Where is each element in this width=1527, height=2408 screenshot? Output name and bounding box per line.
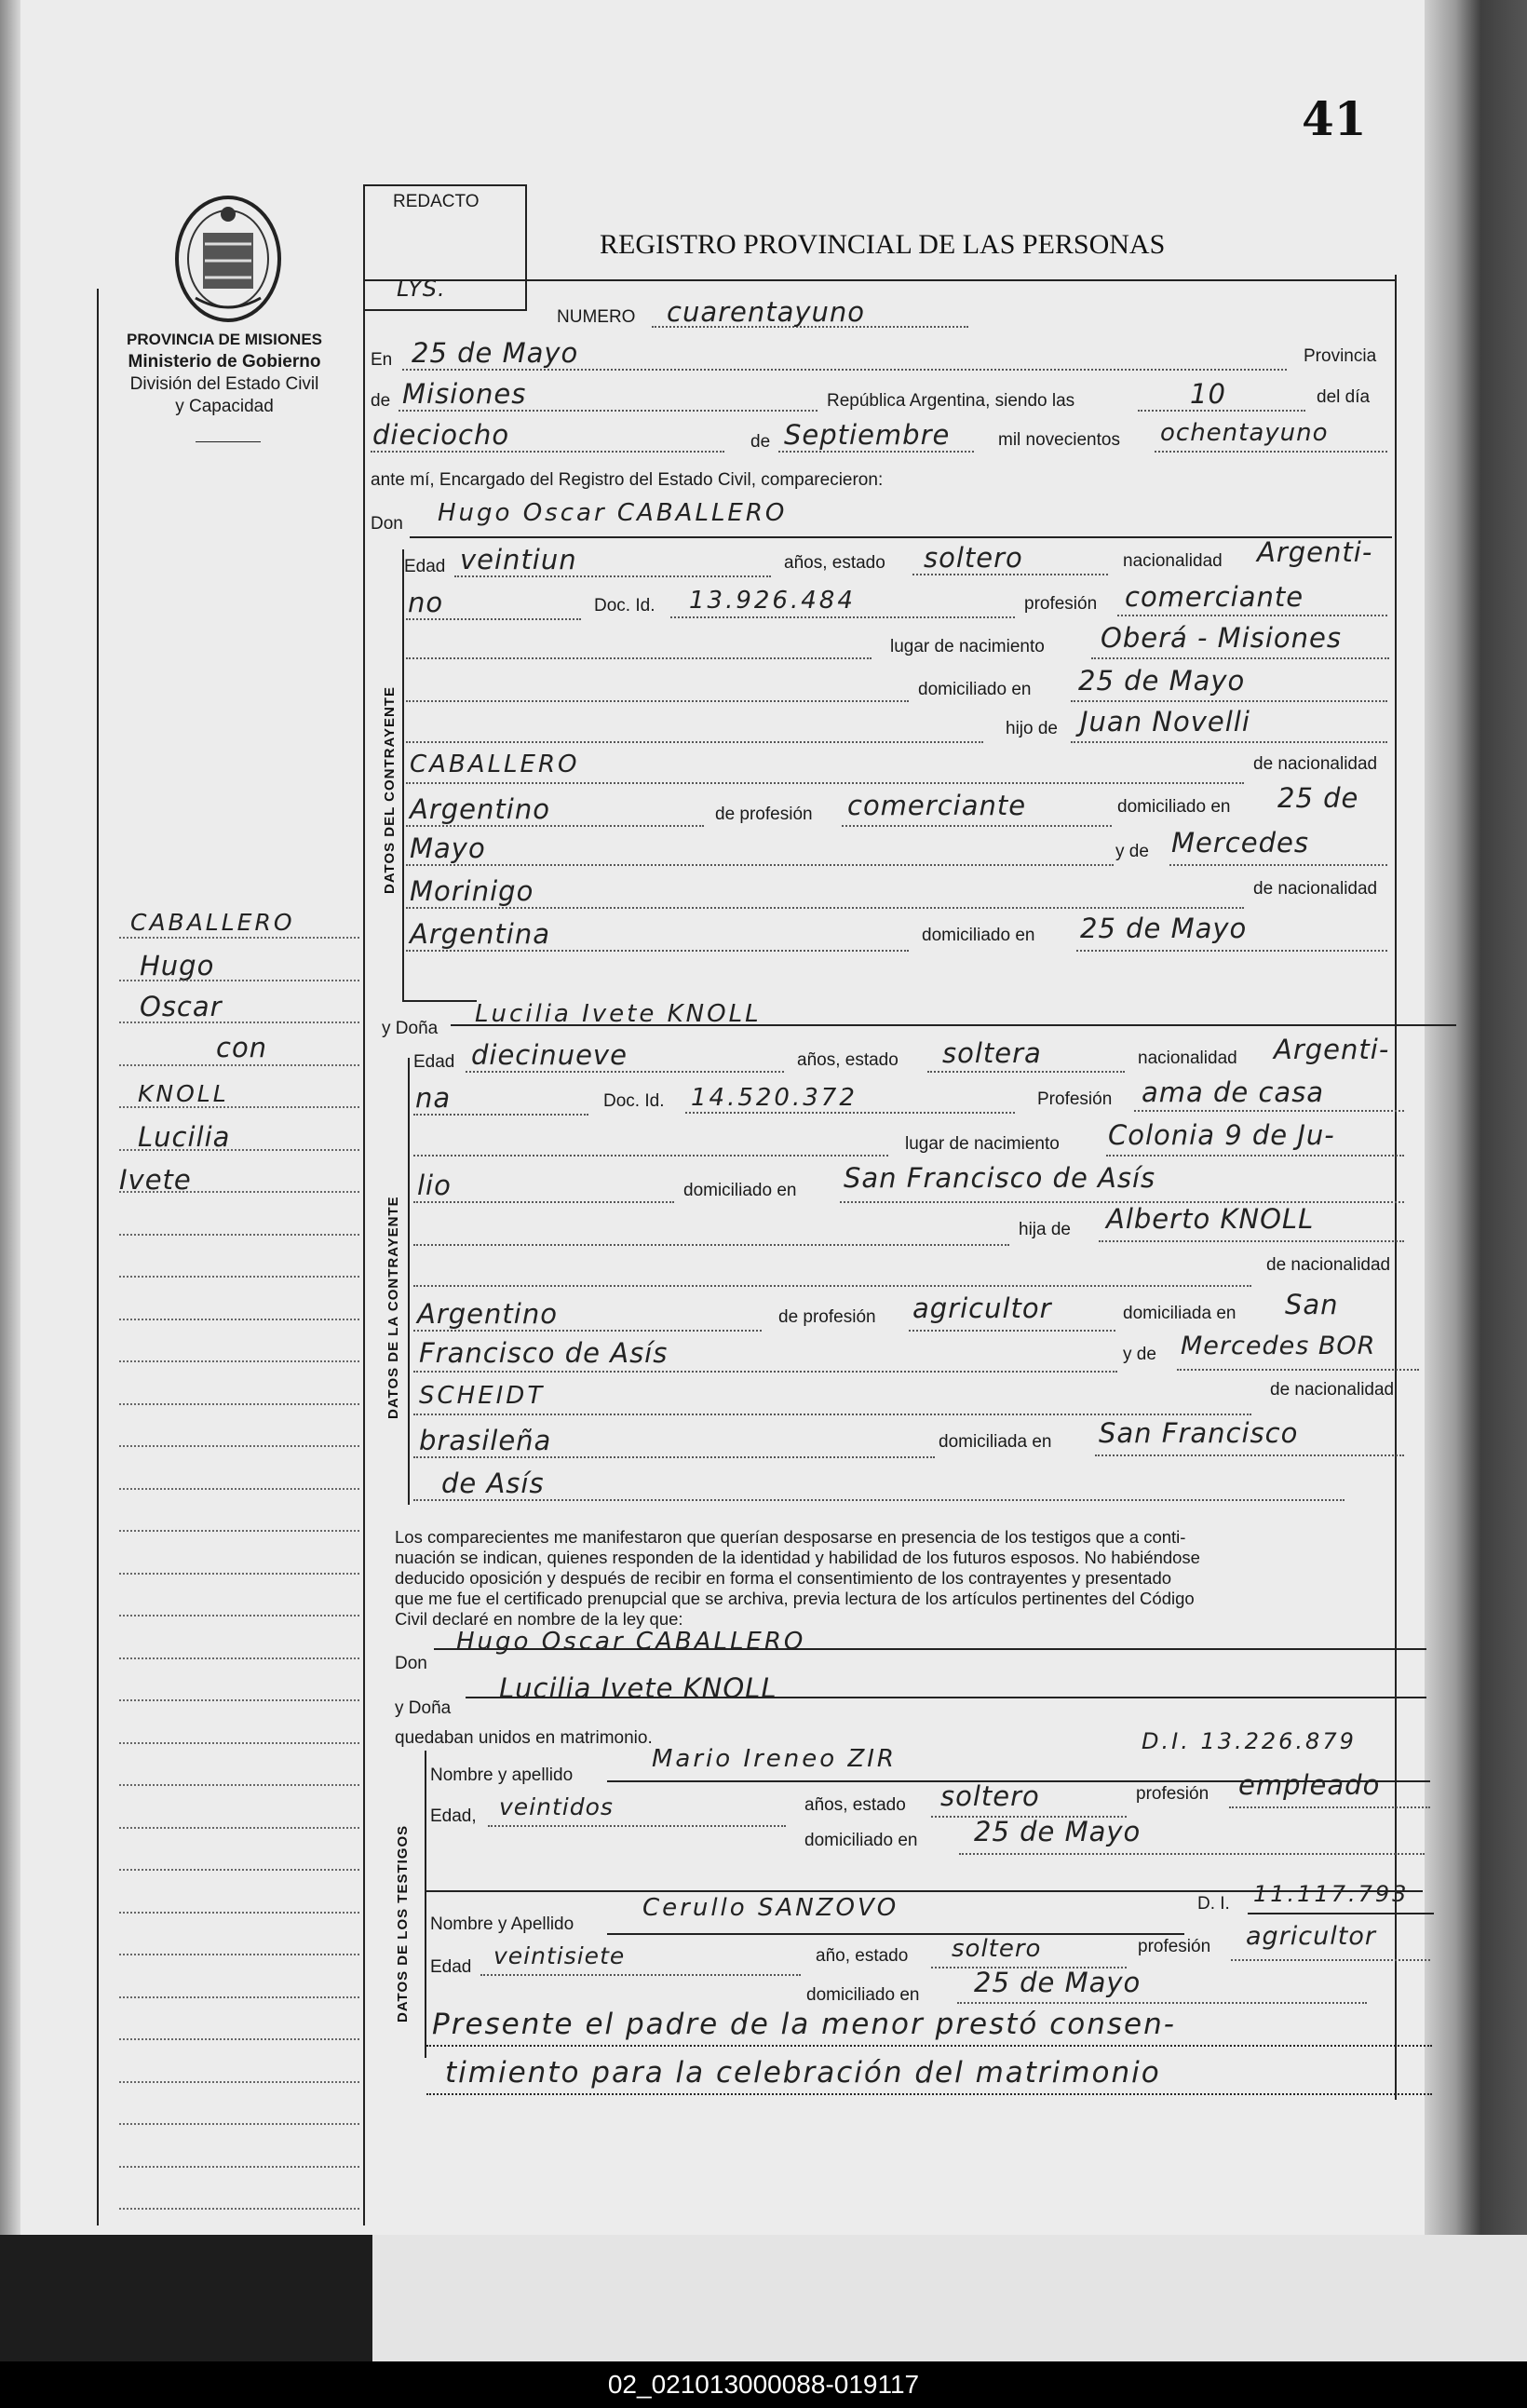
margin-ruled-line xyxy=(119,980,359,981)
contrayenta-padre-prof-line xyxy=(909,1330,1115,1332)
padre-nac-line xyxy=(406,825,704,827)
contrayenta-nac2-line xyxy=(413,1114,588,1116)
t2-edad: veintisiete xyxy=(493,1942,626,1969)
margin-ruled-line xyxy=(119,2038,359,2040)
margin-ruled-line xyxy=(119,2081,359,2083)
contrayente-estado: soltero xyxy=(924,542,1023,574)
margin-ruled-line xyxy=(119,1869,359,1871)
doc-label: Doc. Id. xyxy=(594,596,655,616)
contrayenta-madre-nac-line xyxy=(413,1456,935,1458)
contrayente-bracket-bottom xyxy=(402,1000,477,1002)
contrayenta-nacionalidad-2: na xyxy=(415,1082,452,1114)
t2-anio-label: año, estado xyxy=(816,1946,909,1966)
contrayenta-domicilio-label: domiciliado en xyxy=(683,1181,797,1200)
contrayenta-doc-label: Doc. Id. xyxy=(603,1091,665,1111)
t2-doc-line xyxy=(1248,1913,1434,1914)
margin-ruled-line xyxy=(119,1954,359,1955)
contrayenta-section-label: DATOS DE LA CONTRAYENTE xyxy=(385,1196,401,1419)
ante-text: ante mí, Encargado del Registro del Estado Civil, comparecieron: xyxy=(371,470,884,490)
contrayenta-madre2-line xyxy=(413,1414,1251,1415)
t2-domicilio-label: domiciliado en xyxy=(806,1985,920,2005)
t1-anios-label: años, estado xyxy=(804,1795,906,1815)
t2-domicilio-line xyxy=(957,2002,1367,2004)
margin-ruled-line xyxy=(119,1149,359,1151)
declaracion-line-3: deducido oposición y después de recibir en forma el consentimiento de los contrayentes y presentado xyxy=(395,1568,1172,1588)
margin-note-line-1: CABALLERO xyxy=(130,909,295,936)
main-frame-right xyxy=(1395,275,1397,2100)
margin-ruled-line xyxy=(119,1699,359,1701)
declaracion-dona: Lucilia Ivete KNOLL xyxy=(499,1672,777,1704)
de-profesion-label: de profesión xyxy=(715,805,813,824)
nota-line-2-rule xyxy=(426,2093,1432,2095)
margin-ruled-line xyxy=(119,1657,359,1659)
contrayente-nacionalidad-1: Argenti- xyxy=(1257,536,1373,568)
profesion-label: profesión xyxy=(1024,594,1098,614)
t2-edad-line xyxy=(480,1974,801,1976)
anio-value: ochentayuno xyxy=(1160,419,1329,447)
t1-nombre-label: Nombre y apellido xyxy=(430,1765,574,1785)
declaracion-unidos: quedaban unidos en matrimonio. xyxy=(395,1728,653,1748)
division-line-1: División del Estado Civil xyxy=(129,374,319,394)
contrayenta-edad: diecinueve xyxy=(471,1039,628,1071)
contrayente-doc: 13.926.484 xyxy=(689,587,856,615)
margin-note-line-2: Hugo xyxy=(140,950,215,981)
margin-ruled-line xyxy=(119,1912,359,1914)
division-line-2: y Capacidad xyxy=(175,397,274,416)
padre2-line xyxy=(406,782,1244,784)
contrayenta-doc: 14.520.372 xyxy=(691,1084,858,1112)
domicilio-label: domiciliado en xyxy=(918,680,1032,699)
margin-ruled-line xyxy=(119,1996,359,1998)
testigos-bracket xyxy=(425,1751,426,2058)
margin-ruled-line xyxy=(119,2166,359,2168)
contrayente-nombre: Hugo Oscar CABALLERO xyxy=(438,499,788,527)
del-dia-label: del día xyxy=(1317,387,1371,407)
margin-ruled-line xyxy=(119,1276,359,1278)
margin-ruled-line xyxy=(119,937,359,939)
en-label: En xyxy=(371,350,393,370)
contrayenta-padre-domicilio-1: San xyxy=(1285,1289,1339,1320)
contrayenta-madre-nacionalidad: brasileña xyxy=(419,1425,552,1456)
t1-domicilio-label: domiciliado en xyxy=(804,1831,918,1850)
margin-note-line-4: con xyxy=(216,1032,268,1063)
contrayenta-y-de-label: y de xyxy=(1123,1345,1156,1364)
margin-note-line-6: Lucilia xyxy=(138,1121,231,1153)
contrayente-bracket xyxy=(402,549,404,1002)
ministerio-heading: Ministerio de Gobierno xyxy=(128,352,321,372)
madre-domicilio-label: domiciliado en xyxy=(922,926,1035,945)
hijo-pre-line xyxy=(406,741,983,743)
contrayenta-estado-line xyxy=(927,1071,1125,1073)
provincia-heading: PROVINCIA DE MISIONES xyxy=(126,331,322,348)
contrayenta-padre-dom2-line xyxy=(413,1371,1117,1373)
contrayenta-de-profesion-label: de profesión xyxy=(778,1307,876,1327)
mes-line xyxy=(778,451,974,453)
contrayenta-nac-lugar2-line xyxy=(413,1201,674,1203)
contrayenta-padre: Alberto KNOLL xyxy=(1106,1203,1315,1235)
contrayenta-madre-2: SCHEIDT xyxy=(419,1382,546,1410)
mes-value: Septiembre xyxy=(784,419,951,451)
madre2-line xyxy=(406,907,1244,909)
division-underline xyxy=(196,441,261,442)
testigos-section-label: DATOS DE LOS TESTIGOS xyxy=(395,1824,411,2022)
margin-right-line xyxy=(363,279,365,2225)
hijo-label: hijo de xyxy=(1006,719,1058,738)
hora-line xyxy=(1138,410,1305,412)
footer-caption: 02_021013000088-019117 xyxy=(0,2361,1527,2408)
contrayente-madre-1: Mercedes xyxy=(1171,827,1309,859)
contrayenta-padre-domicilio-2: Francisco de Asís xyxy=(419,1337,669,1369)
nota-line-1-rule xyxy=(426,2045,1432,2047)
contrayenta-nacimiento-line xyxy=(1106,1155,1404,1157)
contrayente-padre-domicilio-2: Mayo xyxy=(410,832,486,864)
provincia-value: Misiones xyxy=(402,378,527,410)
t1-profesion: empleado xyxy=(1238,1769,1381,1801)
de-nacionalidad-label: de nacionalidad xyxy=(1253,754,1378,774)
page-left-edge xyxy=(0,0,20,2235)
contrayente-madre-nacionalidad: Argentina xyxy=(410,918,550,950)
contrayenta-profesion-label: Profesión xyxy=(1037,1089,1113,1109)
declaracion-line-1: Los comparecientes me manifestaron que querían desposarse en presencia de los testigos que a conti- xyxy=(395,1527,1186,1547)
contrayenta-padre2-line xyxy=(413,1285,1251,1287)
dia-value: dieciocho xyxy=(372,419,510,451)
contrayenta-padre-nacionalidad: Argentino xyxy=(417,1298,558,1330)
declaracion-line-4: que me fue el certificado prenupcial que se archiva, previa lectura de los artículos pertinentes del Código xyxy=(395,1589,1195,1608)
dona-label: y Doña xyxy=(382,1019,439,1038)
contrayente-nacimiento: Oberá - Misiones xyxy=(1101,622,1342,654)
margin-ruled-line xyxy=(119,1106,359,1108)
t2-profesion-line xyxy=(1231,1959,1430,1961)
nota-line-2: timiento para la celebración del matrimonio xyxy=(445,2056,1161,2090)
edad-line xyxy=(454,575,771,577)
contrayenta-nacimiento-pre-line xyxy=(413,1155,888,1157)
margin-ruled-line xyxy=(119,1360,359,1362)
margin-ruled-line xyxy=(119,2123,359,2125)
nacimiento-pre-line xyxy=(406,657,872,659)
contrayente-padre-nacionalidad: Argentino xyxy=(410,793,550,825)
nacimiento-line xyxy=(1091,657,1389,659)
declaracion-line-2: nuación se indican, quienes responden de la identidad y habilidad de los futuros esposos. No habiéndose xyxy=(395,1548,1200,1567)
profesion-line xyxy=(1117,615,1387,616)
contrayente-madre-2: Morinigo xyxy=(410,875,534,907)
margin-ruled-line xyxy=(119,1234,359,1236)
margin-note-line-5: KNOLL xyxy=(138,1080,229,1107)
declaracion-don: Hugo Oscar CABALLERO xyxy=(456,1628,806,1656)
doc-line xyxy=(670,616,1015,618)
margin-ruled-line xyxy=(119,1615,359,1617)
contrayenta-profesion-line xyxy=(1134,1110,1404,1112)
contrayenta-nombre: Lucilia Ivete KNOLL xyxy=(475,1000,762,1028)
redacto-initials: LYS. xyxy=(397,276,446,302)
estado-line xyxy=(912,574,1108,575)
t1-estado: soltero xyxy=(940,1780,1040,1812)
t2-doc: 11.117.793 xyxy=(1253,1881,1410,1907)
page-number: 41 xyxy=(1302,91,1367,146)
contrayente-domicilio: 25 de Mayo xyxy=(1078,665,1246,697)
t2-domicilio: 25 de Mayo xyxy=(974,1967,1142,1998)
t1-domicilio-line xyxy=(959,1853,1425,1855)
contrayenta-padre-profesion: agricultor xyxy=(912,1292,1052,1324)
t1-profesion-line xyxy=(1229,1806,1430,1808)
contrayenta-profesion: ama de casa xyxy=(1142,1076,1325,1108)
contrayenta-madre-nacionalidad-label: de nacionalidad xyxy=(1270,1380,1395,1400)
dia-line xyxy=(371,451,724,453)
contrayenta-nacionalidad-label: nacionalidad xyxy=(1138,1048,1237,1068)
margin-ruled-line xyxy=(119,1403,359,1405)
contrayente-padre-1: Juan Novelli xyxy=(1080,706,1250,737)
contrayenta-nacionalidad-1: Argenti- xyxy=(1274,1034,1390,1065)
contrayenta-padre-line xyxy=(1099,1240,1404,1242)
t1-doc: D.I. 13.226.879 xyxy=(1142,1728,1357,1754)
margin-ruled-line xyxy=(119,1573,359,1575)
contrayenta-madre-dom-line xyxy=(1095,1454,1404,1456)
contrayenta-domicilio: San Francisco de Asís xyxy=(844,1162,1156,1194)
margin-ruled-line xyxy=(119,1530,359,1532)
provincial-seal-icon xyxy=(168,186,289,326)
book-binding xyxy=(1425,0,1527,2235)
contrayente-madre-domicilio: 25 de Mayo xyxy=(1080,913,1248,944)
madre-line xyxy=(1169,864,1387,866)
contrayenta-hija-label: hija de xyxy=(1019,1220,1071,1239)
domicilio-line xyxy=(1071,700,1387,702)
y-de-label: y de xyxy=(1115,842,1149,861)
t1-profesion-label: profesión xyxy=(1136,1784,1209,1804)
contrayenta-edad-line xyxy=(466,1071,784,1073)
anios-label: años, estado xyxy=(784,553,885,573)
madre-dom-line xyxy=(1076,950,1387,952)
contrayenta-hija-pre-line xyxy=(413,1244,1009,1246)
edad-label: Edad xyxy=(404,557,446,576)
lugar-line xyxy=(402,369,1287,371)
margin-ruled-line xyxy=(119,2208,359,2210)
t2-nombre: Cerullo SANZOVO xyxy=(642,1894,899,1922)
de-mes-label: de xyxy=(750,432,771,452)
main-frame-top xyxy=(363,279,1397,281)
nacimiento-label: lugar de nacimiento xyxy=(890,637,1045,656)
contrayenta-doc-line xyxy=(685,1112,1015,1114)
t2-estado: soltero xyxy=(952,1935,1042,1963)
provincia-line xyxy=(399,410,818,412)
nacionalidad-label: nacionalidad xyxy=(1123,551,1223,571)
contrayenta-estado: soltera xyxy=(942,1037,1042,1069)
contrayenta-madre-domicilio-label: domiciliada en xyxy=(939,1432,1052,1452)
t2-nombre-label: Nombre y Apellido xyxy=(430,1914,574,1934)
domicilio-pre-line xyxy=(406,700,909,702)
contrayenta-madre-line xyxy=(1177,1369,1419,1371)
t2-edad-label: Edad xyxy=(430,1957,472,1977)
page-title: REGISTRO PROVINCIAL DE LAS PERSONAS xyxy=(600,229,1166,260)
contrayenta-nacimiento-1: Colonia 9 de Ju- xyxy=(1108,1119,1335,1151)
madre-nac-line xyxy=(406,950,909,952)
t1-edad-line xyxy=(488,1825,786,1827)
margin-ruled-line xyxy=(119,1742,359,1744)
t2-profesion-label: profesión xyxy=(1138,1937,1211,1956)
numero-value: cuarentayuno xyxy=(667,296,866,328)
contrayenta-edad-label: Edad xyxy=(413,1052,455,1072)
declaracion-don-label: Don xyxy=(395,1654,427,1673)
provincia-label: Provincia xyxy=(1304,346,1377,366)
anio-line xyxy=(1155,451,1387,453)
contrayente-padre-profesion: comerciante xyxy=(847,790,1027,821)
t1-domicilio: 25 de Mayo xyxy=(974,1816,1142,1847)
nota-line-1: Presente el padre de la menor prestó consen- xyxy=(432,2008,1176,2041)
contrayenta-anios-label: años, estado xyxy=(797,1050,899,1070)
margin-ruled-line xyxy=(119,1784,359,1786)
lugar-value: 25 de Mayo xyxy=(412,337,579,369)
t1-edad: veintidos xyxy=(499,1793,614,1820)
margin-ruled-line xyxy=(119,1064,359,1066)
contrayenta-padre-nac-line xyxy=(413,1330,762,1332)
domiciliado-label: domiciliado en xyxy=(1117,797,1231,817)
mil-label: mil novecientos xyxy=(998,430,1120,450)
margin-note-line-3: Oscar xyxy=(140,991,223,1022)
republica-text: República Argentina, siendo las xyxy=(827,391,1075,411)
t1-edad-label: Edad, xyxy=(430,1806,477,1826)
contrayente-padre-2: CABALLERO xyxy=(410,751,580,778)
margin-ruled-line xyxy=(119,1488,359,1490)
contrayente-nacionalidad-2: no xyxy=(408,587,444,618)
nac2-line xyxy=(406,618,581,620)
declaracion-dona-label: y Doña xyxy=(395,1698,452,1718)
contrayente-section-label: DATOS DEL CONTRAYENTE xyxy=(382,686,398,894)
padre-dom2-line xyxy=(406,864,1114,866)
contrayenta-bracket xyxy=(408,1058,410,1505)
contrayenta-madre-domicilio-2: de Asís xyxy=(441,1468,545,1499)
t2-doc-label: D. I. xyxy=(1197,1894,1230,1914)
margin-ruled-line xyxy=(119,1191,359,1193)
contrayenta-nacimiento-2: lio xyxy=(417,1170,452,1201)
contrayenta-de-nacionalidad-label: de nacionalidad xyxy=(1266,1255,1391,1275)
padre-line xyxy=(1071,741,1387,743)
margin-ruled-line xyxy=(119,1827,359,1829)
redacto-label: REDACTO xyxy=(393,192,480,211)
t2-profesion: agricultor xyxy=(1246,1922,1376,1951)
declaracion-line-5: Civil declaré en nombre de la ley que: xyxy=(395,1609,683,1629)
margin-ruled-line xyxy=(119,1319,359,1320)
padre-prof-line xyxy=(842,825,1112,827)
t1-nombre: Mario Ireneo ZIR xyxy=(652,1745,897,1773)
contrayenta-domiciliada-label: domiciliada en xyxy=(1123,1304,1236,1323)
contrayenta-madre-1: Mercedes BOR xyxy=(1181,1332,1376,1360)
contrayente-padre-domicilio-1: 25 de xyxy=(1277,782,1359,814)
margin-left-line xyxy=(97,289,99,2225)
de-label: de xyxy=(371,391,391,411)
contrayenta-nacimiento-label: lugar de nacimiento xyxy=(905,1134,1060,1154)
margin-ruled-line xyxy=(119,1021,359,1023)
contrayente-profesion: comerciante xyxy=(1125,581,1304,613)
contrayente-edad: veintiun xyxy=(460,544,577,575)
numero-label: NUMERO xyxy=(557,307,636,327)
don-line xyxy=(410,536,1392,538)
contrayenta-madre-dom2-line xyxy=(413,1499,1345,1501)
don-label: Don xyxy=(371,514,403,534)
madre-nacionalidad-label: de nacionalidad xyxy=(1253,879,1378,899)
t2-nombre-line xyxy=(607,1933,1184,1935)
margin-note-line-7: Ivete xyxy=(119,1164,192,1196)
scan-bottom-dark xyxy=(0,2235,372,2361)
hora-value: 10 xyxy=(1190,378,1226,410)
contrayenta-madre-domicilio-1: San Francisco xyxy=(1099,1417,1299,1449)
margin-ruled-line xyxy=(119,1445,359,1447)
